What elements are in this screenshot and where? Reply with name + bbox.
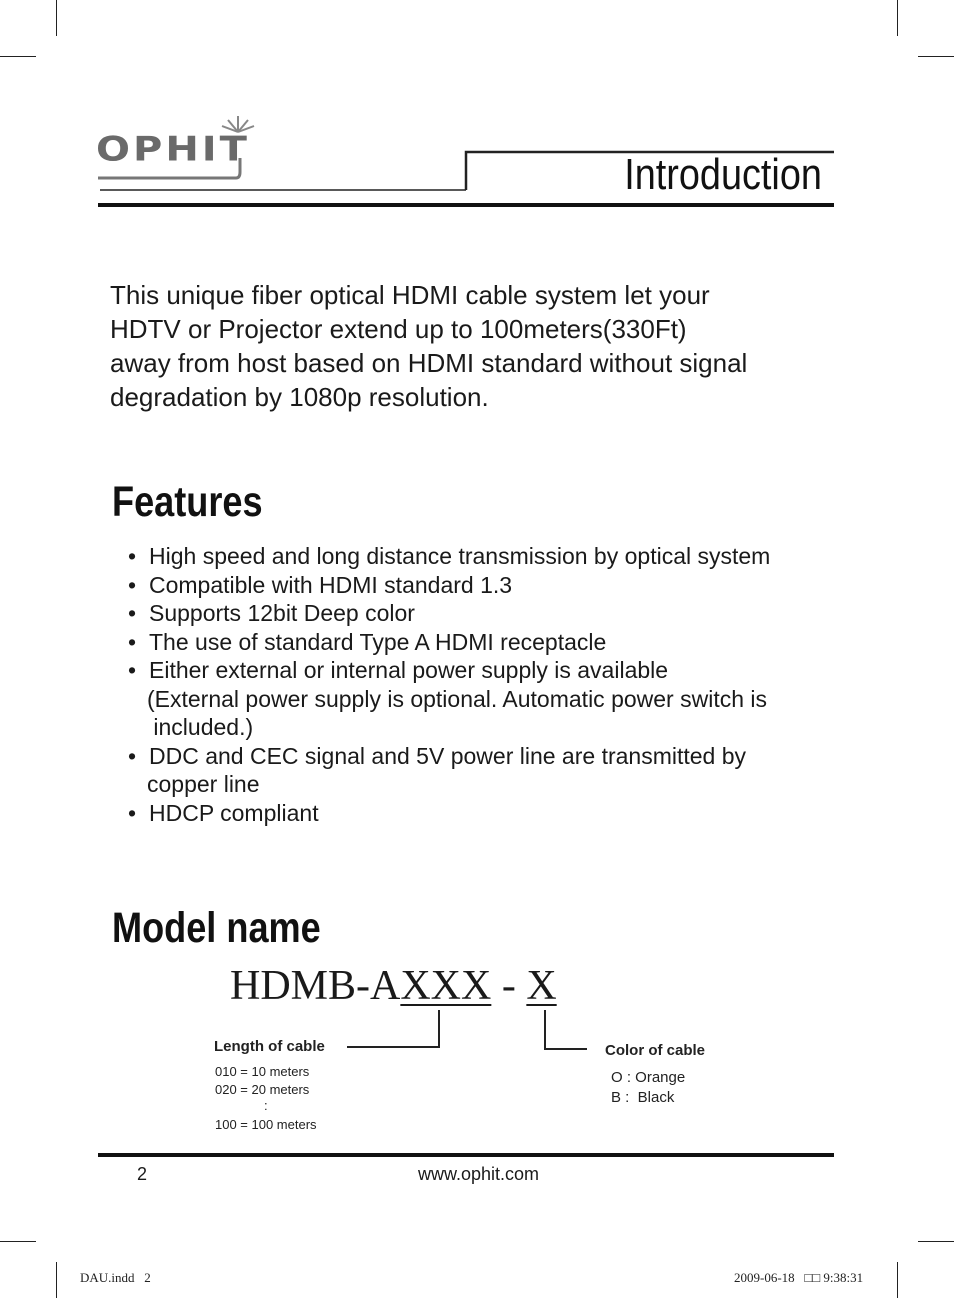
bullet: •	[128, 571, 137, 598]
crop-mark	[897, 1262, 898, 1298]
feature-item: • Compatible with HDMI standard 1.3	[128, 571, 513, 598]
length-option: 010 = 10 meters	[215, 1064, 310, 1079]
feature-item: • High speed and long distance transmission by optical system	[128, 543, 771, 569]
crop-mark	[0, 1241, 36, 1242]
length-label: Length of cable	[214, 1038, 325, 1055]
length-option: 100 = 100 meters	[215, 1117, 317, 1132]
bullet: •	[128, 742, 137, 769]
slug-filename: DAU.indd 2	[80, 1270, 151, 1285]
length-option: 020 = 20 meters	[215, 1082, 310, 1097]
crop-mark	[918, 1241, 954, 1242]
feature-item: • Either external or internal power supply is available (External power supply is optional. Automatic power switch is included.)	[128, 656, 828, 742]
page-title: Introduction	[624, 150, 822, 199]
length-ellipsis: :	[264, 1098, 268, 1113]
model-code-separator: -	[491, 963, 527, 1009]
feature-continuation: included.)	[147, 714, 254, 740]
bullet: •	[128, 799, 137, 826]
bullet: •	[128, 628, 137, 655]
logo-text: OPHIT	[96, 130, 250, 170]
slug-datetime: 2009-06-18 □□ 9:38:31	[734, 1270, 864, 1285]
model-code-prefix: HDMB-A	[230, 963, 401, 1009]
crop-mark	[56, 1262, 57, 1298]
feature-item: • The use of standard Type A HDMI receptacle	[128, 628, 607, 655]
model-code-color: X	[526, 963, 557, 1009]
intro-line: HDTV or Projector extend up to 100meters(330Ft)	[110, 314, 687, 344]
intro-line: away from host based on HDMI standard without signal	[110, 348, 748, 378]
intro-line: degradation by 1080p resolution.	[110, 382, 489, 412]
bullet: •	[128, 657, 137, 683]
feature-continuation: copper line	[147, 771, 260, 797]
bullet: •	[128, 543, 137, 569]
feature-continuation: (External power supply is optional. Automatic power switch is	[147, 685, 768, 712]
model-code-length: XXX	[400, 963, 492, 1009]
color-option: O : Orange	[611, 1069, 686, 1086]
feature-item: • DDC and CEC signal and 5V power line are transmitted by copper line	[128, 742, 828, 799]
color-option: B : Black	[611, 1089, 675, 1106]
feature-item: • Supports 12bit Deep color	[128, 600, 415, 626]
footer-url: www.ophit.com	[418, 1164, 540, 1184]
feature-item: • HDCP compliant	[128, 799, 319, 826]
model-title: Model name	[112, 904, 321, 952]
page-number: 2	[137, 1164, 148, 1184]
color-label: Color of cable	[605, 1042, 706, 1059]
features-title: Features	[112, 478, 263, 526]
intro-line: This unique fiber optical HDMI cable system let your	[110, 280, 710, 310]
bullet: •	[128, 600, 137, 626]
